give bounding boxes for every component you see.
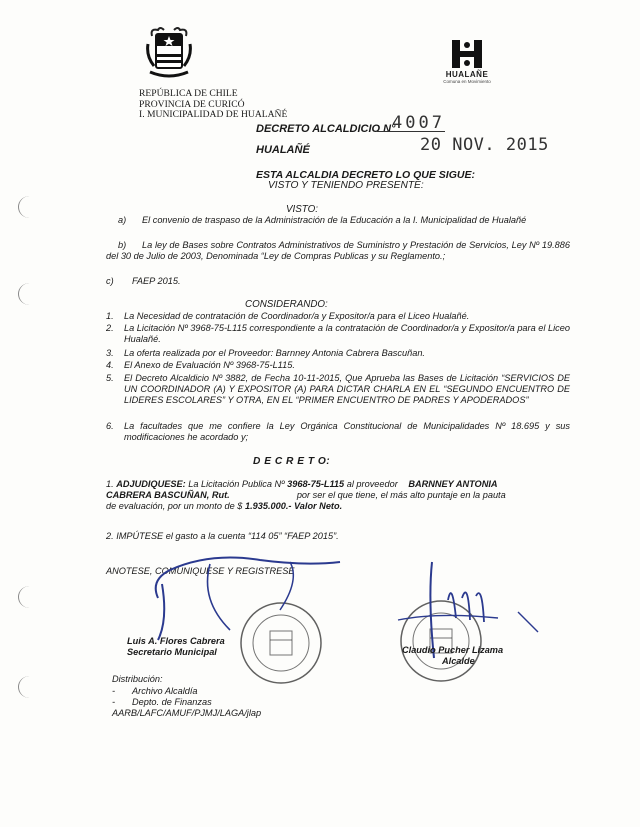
considerando-heading: CONSIDERANDO: [245, 299, 328, 310]
mayor-name: Claudio Pucher Lizama [402, 645, 504, 655]
logo-name: HUALAÑE [445, 70, 489, 79]
visto-marker: b) [118, 240, 127, 250]
decreto-p1-text: La Licitación Publica Nº [188, 479, 285, 489]
decree-label: DECRETO ALCALDICIO N° [256, 123, 396, 135]
decreto-p1-text: al proveedor [346, 479, 398, 489]
mayor-role: Alcalde [442, 656, 475, 666]
punch-hole-mark [18, 196, 41, 218]
visto-marker: a) [118, 215, 127, 225]
punch-hole-mark [18, 676, 41, 698]
considerando-marker: 2. [106, 323, 114, 333]
hualane-logo-icon [450, 38, 484, 70]
decreto-heading: D E C R E T O: [253, 456, 331, 467]
considerando-marker: 3. [106, 348, 114, 358]
chile-coat-of-arms-icon [146, 26, 192, 84]
header-line: PROVINCIA DE CURICÓ [139, 98, 245, 110]
considerando-item-text: El Anexo de Evaluación Nº 3968-75-L115. [124, 360, 295, 370]
visto-item-text: El convenio de traspaso de la Administración de la Educación a la I. Municipalidad de Hualañé [142, 215, 527, 225]
decree-date: 20 NOV. 2015 [420, 135, 549, 155]
intro-title: ESTA ALCALDIA DECRETO LO QUE SIGUE: [256, 169, 475, 181]
distribution-initials: AARB/LAFC/AMUF/PJMJ/LAGA/jlap [112, 708, 262, 718]
supplier-name-rut: CABRERA BASCUÑAN, Rut. [106, 490, 230, 500]
visto-marker: c) [106, 276, 114, 286]
header-line: I. MUNICIPALIDAD DE HUALAÑÉ [139, 109, 288, 120]
secretary-name: Luis A. Flores Cabrera [127, 636, 225, 646]
decree-place: HUALAÑÉ [256, 144, 310, 156]
decreto-p1-number: 1. [106, 479, 114, 489]
decreto-p1-text: por ser el que tiene, el más alto puntaje en la pauta [296, 490, 506, 500]
secretary-role: Secretario Municipal [127, 647, 217, 657]
header-line: REPÚBLICA DE CHILE [139, 88, 238, 99]
considerando-marker: 4. [106, 360, 114, 370]
punch-hole-mark [18, 283, 41, 305]
considerando-marker: 5. [106, 373, 114, 383]
considerando-marker: 1. [106, 311, 114, 321]
considerando-item-text: La Necesidad de contratación de Coordinador/a y Expositor/a para el Liceo Hualañé. [124, 311, 470, 321]
adjudiquese-label: ADJUDIQUESE: [116, 479, 186, 489]
decreto-paragraph-2: 2. IMPÚTESE el gasto a la cuenta “114 05” “FAEP 2015”. [106, 531, 339, 541]
secretary-signature-icon [140, 540, 360, 650]
considerando-item-text: La oferta realizada por el Proveedor: Barnney Antonia Cabrera Bascuñan. [124, 348, 425, 358]
visto-heading: VISTO: [286, 204, 318, 215]
distribution-item: - Depto. de Finanzas [112, 697, 212, 707]
decree-number: 4007 [392, 113, 445, 133]
punch-hole-mark [18, 586, 41, 608]
header-lines [139, 89, 287, 121]
decree-number-underline [377, 131, 445, 132]
visto-item-text: La ley de Bases sobre Contratos Administrativos de Suministro y Prestación de Servicios, Ley Nº 19.886 del 30 de Julio de 2003, Denominada “Ley de Compras Publicas y su Reglamento.; [106, 240, 570, 261]
visto-item-text: FAEP 2015. [132, 276, 181, 286]
decreto-p1-text: de evaluación, por un monto de $ [106, 501, 243, 511]
considerando-item-text: El Decreto Alcaldicio Nº 3882, de Fecha 10-11-2015, Que Aprueba las Bases de Licitación “SERVICIOS DE UN COORDINADOR (A) Y EXPOSITOR (A) PARA DICTAR CHARLA EN EL “SEGUNDO ENCUENTRO DE LIDERES ESCOLARES” Y OTRA, EN EL “PRIMER ENCUENTRO DE PADRES Y APODERADOS” [124, 373, 570, 405]
considerando-item-text: La facultades que me confiere la Ley Orgánica Constitucional de Municipalidades Nº 18.695 y sus modificaciones he acordado y; [124, 421, 570, 442]
closing-line: ANOTESE, COMUNIQUESE Y REGISTRESE [106, 566, 295, 576]
supplier-name: BARNNEY ANTONIA [408, 479, 498, 489]
distribution-heading: Distribución: [112, 674, 163, 684]
distribution-item: - Archivo Alcaldía [112, 686, 198, 696]
logo-subtitle: Comuna en Movimiento [443, 79, 491, 84]
considerando-marker: 6. [106, 421, 114, 431]
considerando-item-text: La Licitación Nº 3968-75-L115 correspondiente a la contratación de Coordinador/a y Expositor/a para el Liceo Hualañé. [124, 323, 570, 344]
decreto-paragraph-1 [106, 479, 572, 512]
tender-code: 3968-75-L115 [287, 479, 345, 489]
award-amount: 1.935.000.- Valor Neto. [244, 501, 343, 511]
intro-subtitle: VISTO Y TENIENDO PRESENTE: [268, 180, 424, 191]
